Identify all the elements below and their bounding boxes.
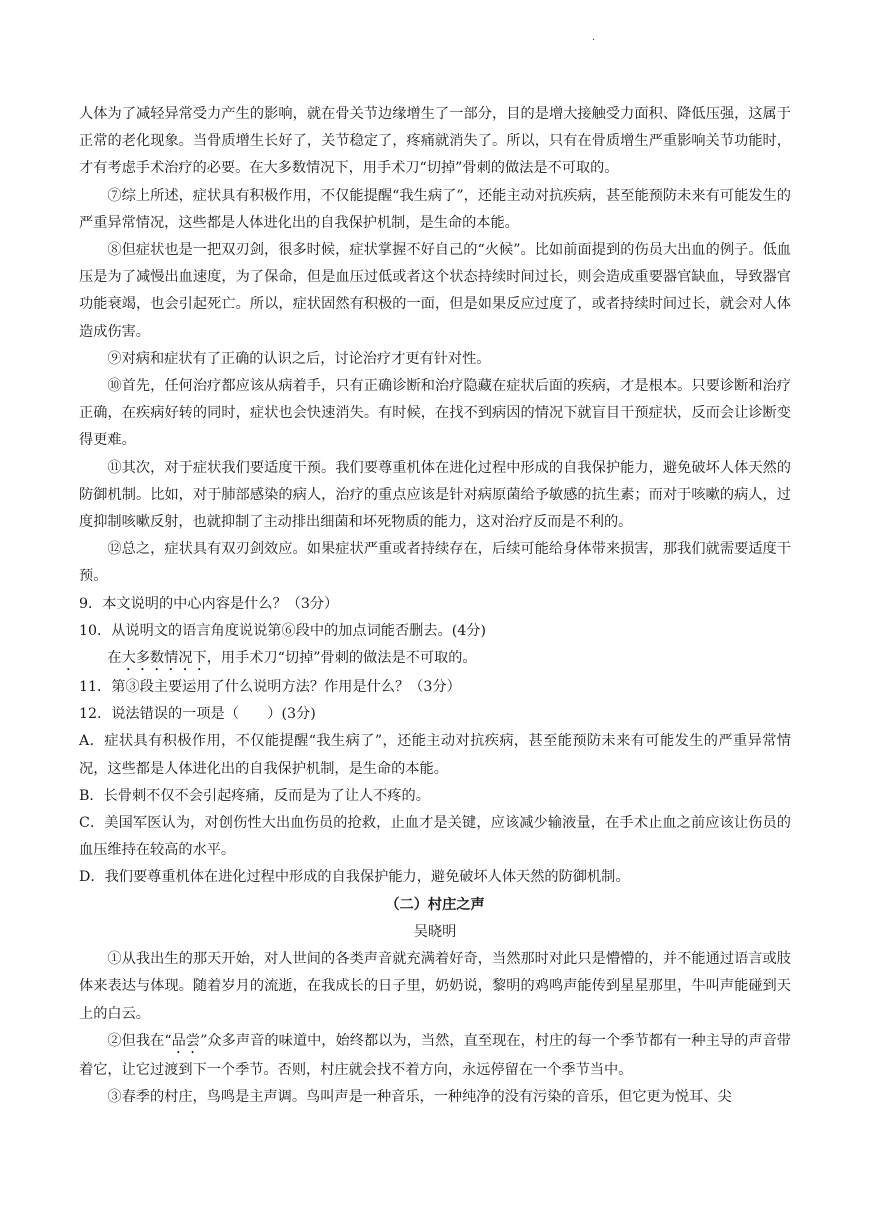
question-9: 9．本文说明的中心内容是什么？（3分）	[79, 595, 339, 612]
section-title: （二）村庄之声	[385, 896, 485, 913]
document-page	[79, 101, 791, 1111]
story-paragraph-3: ③春季的村庄，鸟鸣是主声调。鸟叫声是一种音乐，一种纯净的没有污染的音乐，但它更为悦耳、尖	[107, 1088, 732, 1105]
s2-pre: ②但我在“	[107, 1032, 172, 1049]
paragraph-10: ⑩首先，任何治疗都应该从病着手，只有正确诊断和治疗隐藏在症状后面的疾病，才是根本。只要诊断和治疗正确，在疾病好转的同时，症状也会快速消失。有时候，在找不到病因的情况下就盲目干预症状，反而会让诊断变得更难。	[79, 378, 791, 449]
question-10-quote	[79, 645, 791, 674]
paragraph-6-continued: 人体为了减轻异常受力产生的影响，就在骨关节边缘增生了一部分，目的是增大接触受力面积、降低压强，这属于正常的老化现象。当骨质增生长好了，关节稳定了，疼痛就消失了。所以，只有在骨质增生严重影响关节功能时，才有考虑手术治疗的必要。在大多数情况下，用手术刀“切掉”骨刺的做法是不可取的。	[79, 106, 791, 177]
paragraph-8: ⑧但症状也是一把双刃剑，很多时候，症状掌握不好自己的“火候”。比如前面提到的伤员大出血的例子。低血压是为了减慢出血速度，为了保命，但是血压过低或者这个状态持续时间过长，则会造成重要器官缺血，导致器官功能衰竭，也会引起死亡。所以，症状固然有积极的一面，但是如果反应过度了，或者持续时间过长，就会对人体造成伤害。	[79, 242, 791, 340]
option-c: C．美国军医认为，对创伤性大出血伤员的抢救，止血才是关键，应该减少输液量，在手术止血之前应该让伤员的血压维持在较高的水平。	[79, 815, 791, 859]
story-paragraph-1: ①从我出生的那天开始，对人世间的各类声音就充满着好奇，当然那时对此只是懵懵的，并不能通过语言或肢体来表达与体现。随着岁月的流逝，在我成长的日子里，奶奶说，黎明的鸡鸣声能传到星星那里，牛叫声能碰到天上的白云。	[79, 951, 791, 1022]
option-d: D．我们要尊重机体在进化过程中形成的自我保护能力，避免破坏人体天然的防御机制。	[79, 869, 630, 886]
paragraph-12: ⑫总之，症状具有双刃剑效应。如果症状严重或者持续存在，后续可能给身体带来损害，那我们就需要适度干预。	[79, 541, 791, 585]
question-10: 10．从说明文的语言角度说说第⑥段中的加点词能否删去。(4分)	[79, 622, 487, 639]
header-mark: ·	[592, 35, 596, 46]
paragraph-9: ⑨对病和症状有了正确的认识之后，讨论治疗才更有针对性。	[107, 350, 491, 367]
quote-pre: 在	[107, 650, 122, 667]
dotted-words: 大多数情况下	[121, 650, 207, 667]
option-b: B．长骨刺不仅不会引起疼痛，反而是为了让人不疼的。	[79, 787, 430, 804]
dotted-word: 品尝	[171, 1032, 201, 1049]
s2-post: ”众多声音的味道中，始终都以为，当然，直至现在，村庄的每一个季节都有一种主导的声音带着它，让它过渡到下一个季节。否则，村庄就会找不着方向，永远停留在一个季节当中。	[79, 1032, 791, 1078]
story-paragraph-2	[79, 1028, 791, 1084]
question-12: 12．说法错误的一项是（ ）(3分)	[79, 706, 316, 723]
quote-post: ，用手术刀“切掉”骨刺的做法是不可取的。	[206, 650, 477, 667]
question-11: 11．第③段主要运用了什么说明方法？作用是什么？（3分）	[79, 679, 461, 696]
author: 吴晓明	[413, 923, 457, 940]
option-a: A．症状具有积极作用，不仅能提醒“我生病了”，还能主动对抗疾病，甚至能预防未来有可能发生的严重异常情况，这些都是人体进化出的自我保护机制，是生命的本能。	[79, 733, 791, 777]
paragraph-11: ⑪其次，对于症状我们要适度干预。我们要尊重机体在进化过程中形成的自我保护能力，避免破坏人体天然的防御机制。比如，对于肺部感染的病人，治疗的重点应该是针对病原菌给予敏感的抗生素；而对于咳嗽的病人，过度抑制咳嗽反射，也就抑制了主动排出细菌和坏死物质的能力，这对治疗反而是不利的。	[79, 459, 791, 531]
paragraph-7: ⑦综上所述，症状具有积极作用，不仅能提醒“我生病了”，还能主动对抗疾病，甚至能预防未来有可能发生的严重异常情况，这些都是人体进化出的自我保护机制，是生命的本能。	[79, 187, 791, 231]
